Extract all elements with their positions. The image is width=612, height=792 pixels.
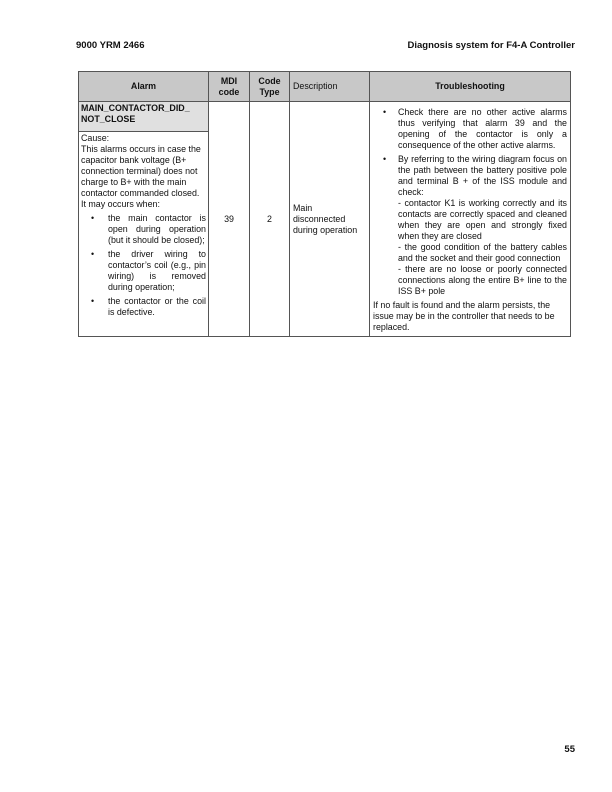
check-no-other-alarms: Check there are no other active alarms thus verifying that alarm 39 and the opening of the contactor is only a consequence of the other active alarms.	[398, 107, 567, 150]
header-alarm: Alarm	[79, 72, 209, 102]
list-item: • the contactor or the coil is defective.	[81, 296, 206, 318]
alarm-table	[78, 71, 571, 337]
sub-check-connections: - there are no loose or poorly connected connections along the entire B+ line to the ISS B+ pole	[398, 264, 567, 296]
troubleshooting-cell	[370, 102, 571, 337]
header-mdi-code: MDI code	[209, 72, 250, 102]
document-id: 9000 YRM 2466	[76, 40, 145, 51]
list-item	[373, 154, 567, 297]
list-item: • the main contactor is open during operation (but it should be closed);	[81, 213, 206, 246]
table-header-row	[79, 72, 571, 102]
list-item	[373, 107, 567, 151]
troubleshooting-list	[373, 107, 567, 297]
code-type: 2	[250, 102, 290, 337]
header-troubleshooting: Troubleshooting	[370, 72, 571, 102]
sub-check-cables: - the good condition of the battery cables and the socket and their good connection	[398, 242, 567, 263]
check-wiring-intro: By referring to the wiring diagram focus on the path between the battery positive pole and terminal B + of the ISS module and check:	[398, 154, 567, 197]
header-description: Description	[290, 72, 370, 102]
alarm-name: MAIN_CONTACTOR_DID_ NOT_CLOSE	[79, 102, 209, 132]
cause-list	[81, 213, 206, 318]
sub-check-contactor: - contactor K1 is working correctly and its contacts are correctly spaced and cleaned when they are open and strongly fixed when they are closed	[398, 198, 567, 241]
cause-text: This alarms occurs in case the capacitor bank voltage (B+ connection terminal) does not charge to B+ with the main contactor commanded closed. It may occurs when:	[81, 144, 201, 209]
mdi-code: 39	[209, 102, 250, 337]
section-title: Diagnosis system for F4-A Controller	[407, 40, 575, 51]
description: Main disconnected during operation	[290, 102, 370, 337]
final-note: If no fault is found and the alarm persists, the issue may be in the controller that needs to be replaced.	[373, 300, 555, 332]
cause-cell	[79, 132, 209, 337]
page-number: 55	[564, 744, 575, 755]
cause-title: Cause:	[81, 133, 110, 143]
header-code-type: Code Type	[250, 72, 290, 102]
table-row	[79, 102, 571, 132]
list-item: • the driver wiring to contactor’s coil (e.g., pin wiring) is removed during operation;	[81, 249, 206, 293]
